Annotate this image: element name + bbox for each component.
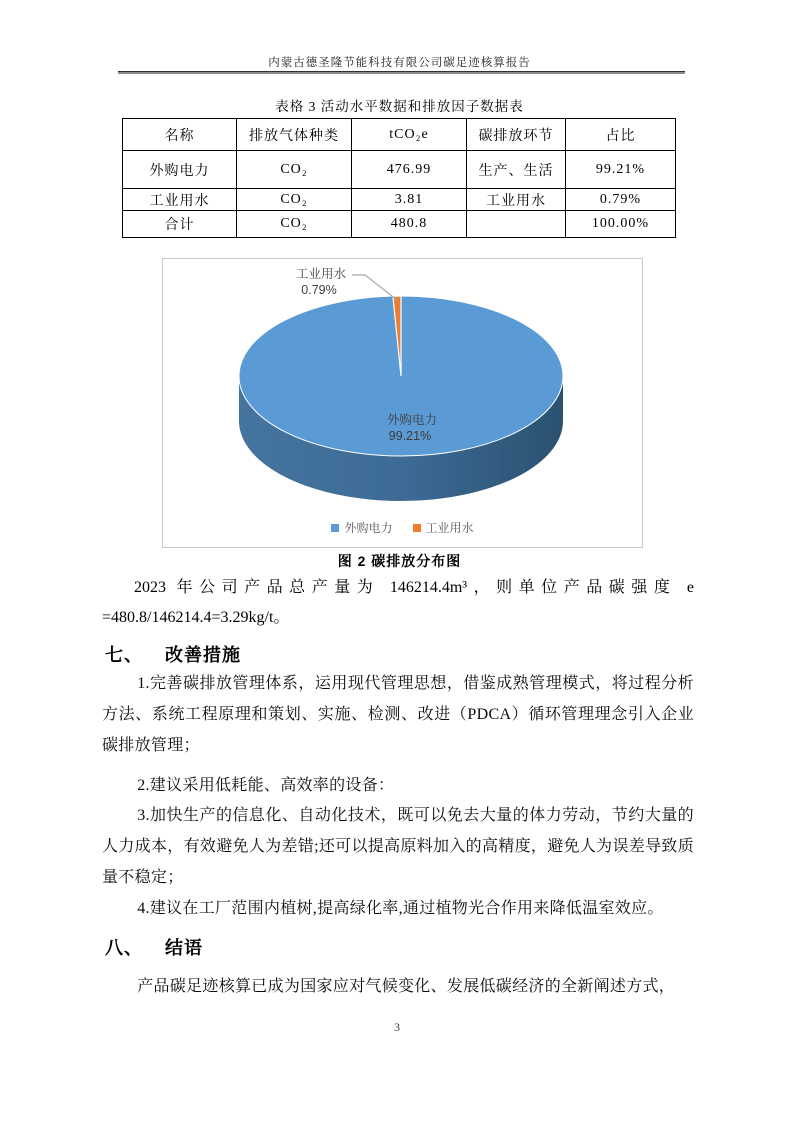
table-cell: 生产、生活 <box>467 151 566 189</box>
header-rule <box>118 71 685 74</box>
table-cell: 99.21% <box>566 151 676 189</box>
table-cell: CO₂ <box>237 151 352 189</box>
table-header-cell: tCO₂e <box>352 119 467 151</box>
legend-item-water <box>413 519 474 536</box>
slice-label-electricity-value: 99.21% <box>388 429 432 443</box>
figure-caption: 图 2 碳排放分布图 <box>337 553 462 569</box>
intro-paragraph <box>102 573 694 633</box>
intro-line1: 2023 年公司产品总产量为 146214.4m³，则单位产品碳强度 e <box>134 579 694 596</box>
table-cell: 工业用水 <box>123 189 237 211</box>
slice-label-water-name: 工业用水 <box>295 267 347 281</box>
table-header-cell: 碳排放环节 <box>467 119 566 151</box>
table-cell: 合计 <box>123 211 237 238</box>
legend-item-electricity <box>331 519 392 536</box>
table-header-cell: 名称 <box>123 119 237 151</box>
emissions-table <box>122 118 676 238</box>
table-cell: 100.00% <box>566 211 676 238</box>
table-cell: 工业用水 <box>467 189 566 211</box>
slice-label-electricity-name: 外购电力 <box>386 413 438 427</box>
section-7-number: 七、 <box>105 645 143 665</box>
paragraph-7-4: 4.建议在工厂范围内植树,提高绿化率,通过植物光合作用来降低温室效应。 <box>137 900 664 917</box>
paragraph-7-3: 3.加快生产的信息化、自动化技术，既可以免去大量的体力劳动，节约大量的人力成本，有效避免人为差错;还可以提高原料加入的高精度，避免人为误差导致质量不稳定； <box>102 807 694 886</box>
table-cell: CO₂ <box>237 211 352 238</box>
table-cell: 0.79% <box>566 189 676 211</box>
table-cell: CO₂ <box>237 189 352 211</box>
document-content <box>102 0 697 1123</box>
table-title: 表格 3 活动水平数据和排放因子数据表 <box>275 99 524 114</box>
report-header-title: 内蒙古德圣隆节能科技有限公司碳足迹核算报告 <box>268 57 531 69</box>
table-header-cell: 占比 <box>566 119 676 151</box>
table-row <box>123 211 676 238</box>
paragraph-8-1: 产品碳足迹核算已成为国家应对气候变化、发展低碳经济的全新阐述方式， <box>137 978 676 995</box>
slice-label-water-value: 0.79% <box>301 283 337 297</box>
section-8-title: 结语 <box>165 938 203 958</box>
table-cell <box>467 211 566 238</box>
page-number: 3 <box>394 1020 400 1034</box>
table-header-cell: 排放气体种类 <box>237 119 352 151</box>
table-cell: 476.99 <box>352 151 467 189</box>
legend-swatch-electricity <box>331 524 339 532</box>
table-cell: 480.8 <box>352 211 467 238</box>
legend-swatch-water <box>413 524 421 532</box>
section-8-number: 八、 <box>105 938 143 958</box>
section-heading-8 <box>105 934 203 960</box>
section-heading-7 <box>105 641 241 667</box>
table-row <box>123 189 676 211</box>
table-header-row <box>123 119 676 151</box>
table-cell: 3.81 <box>352 189 467 211</box>
legend-label-water: 工业用水 <box>425 521 474 535</box>
pie-chart <box>163 259 642 547</box>
intro-line2: =480.8/146214.4=3.29kg/t。 <box>102 609 290 626</box>
pie-chart-frame <box>162 258 643 548</box>
paragraph-7-1: 1.完善碳排放管理体系，运用现代管理思想，借鉴成熟管理模式，将过程分析方法、系统工程原理和策划、实施、检测、改进（PDCA）循环管理理念引入企业碳排放管理； <box>102 675 694 754</box>
table-cell: 外购电力 <box>123 151 237 189</box>
table-row <box>123 151 676 189</box>
paragraph-7-2: 2.建议采用低耗能、高效率的设备： <box>137 777 395 794</box>
section-7-title: 改善措施 <box>165 645 241 665</box>
legend-label-electricity: 外购电力 <box>344 521 393 535</box>
chart-legend <box>163 519 642 536</box>
